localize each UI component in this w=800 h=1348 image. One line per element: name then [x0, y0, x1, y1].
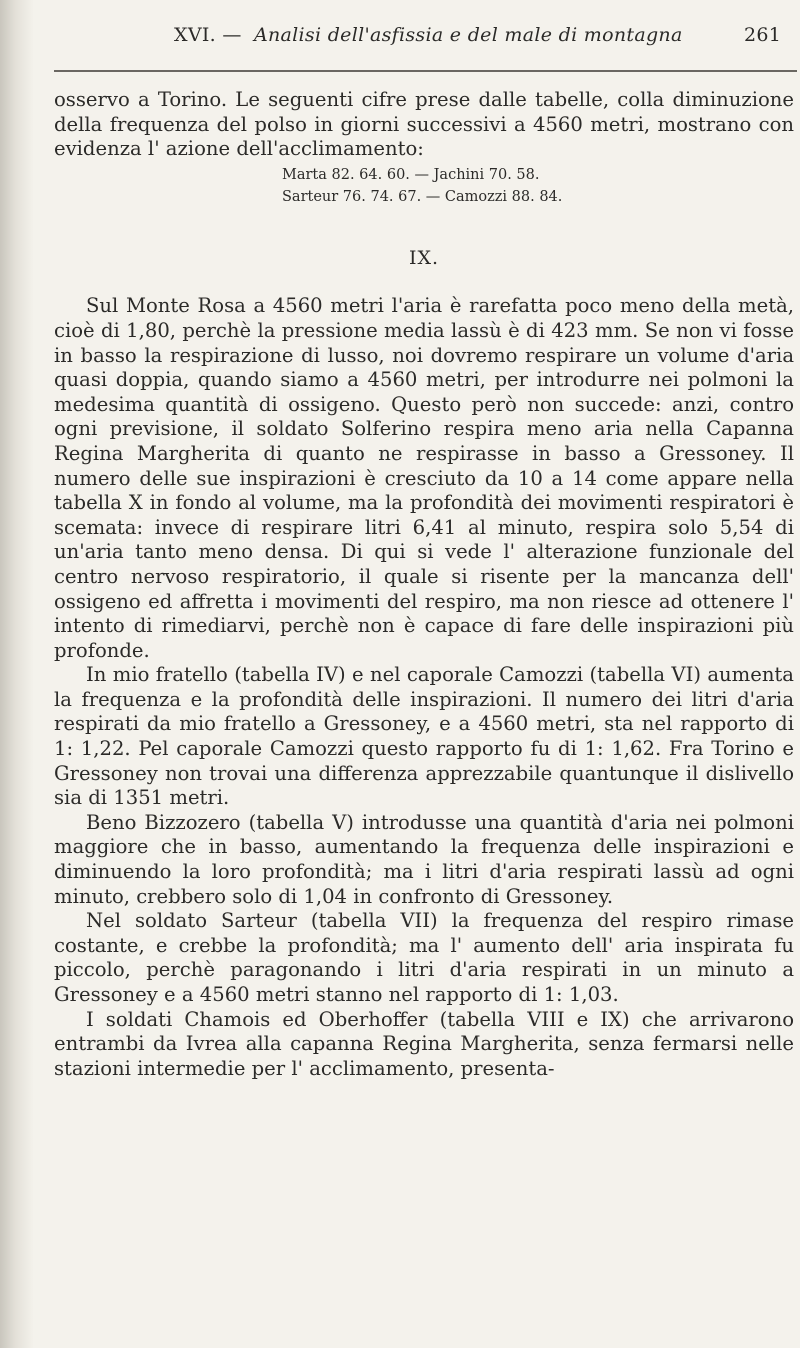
paragraph: Sul Monte Rosa a 4560 metri l'aria è rarefatta poco meno della metà, cioè di 1,80, perchè la pressione media lassù è di 423 mm. Se non vi fosse in basso la respirazione di lusso, noi dovremo respirare un volume d'aria quasi doppia, quando siamo a 4560 metri, per introdurre nei polmoni la medesima quantità di ossigeno. Questo però non succede: anzi, contro ogni previsione, il soldato Solferino respira meno aria nella Capanna Regina Margherita di quanto ne respirasse in basso a Gressoney. Il numero delle sue inspirazioni è cresciuto da 10 a 14 come appare nella tabella X in fondo al volume, ma la profondità dei movimenti respiratori è scemata: invece di respirare litri 6,41 al minuto, respira solo 5,54 di un'aria tanto meno densa. Di qui si vede l' alterazione funzionale del centro nervoso respiratorio, il quale si risente per la mancanza dell' ossigeno ed affretta i movimenti del respiro, ma non riesce ad ottenere l' intento di rimediarvi, perchè non è capace di fare delle inspirazioni più profonde.	[54, 294, 794, 662]
intro-paragraph: osservo a Torino. Le seguenti cifre prese dalle tabelle, colla diminuzione della frequenza del polso in giorni successivi a 4560 metri, mostrano con evidenza l' azione dell'acclimamento:	[54, 88, 794, 161]
running-head	[174, 24, 782, 46]
paragraph: In mio fratello (tabella IV) e nel caporale Camozzi (tabella VI) aumenta la frequenza e la profondità delle inspirazioni. Il numero dei litri d'aria respirati da mio fratello a Gressoney, e a 4560 metri, sta nel rapporto di 1: 1,22. Pel caporale Camozzi questo rapporto fu di 1: 1,62. Fra Torino e Gressoney non trovai una differenza apprezzabile quantunque il dislivello sia di 1351 metri.	[54, 663, 794, 810]
section-label: XVI. —	[174, 24, 242, 46]
pulse-data	[282, 164, 794, 208]
header-rule	[54, 70, 797, 72]
page-number: 261	[744, 24, 782, 46]
pulse-data-line: Marta 82. 64. 60. — Jachini 70. 58.	[282, 166, 540, 183]
pulse-data-line: Sarteur 76. 74. 67. — Camozzi 88. 84.	[282, 188, 563, 205]
paragraph: Nel soldato Sarteur (tabella VII) la frequenza del respiro rimase costante, e crebbe la profondità; ma l' aumento dell' aria inspirata fu piccolo, perchè paragonando i litri d'aria respirati in un minuto a Gressoney e a 4560 metri stanno nel rapporto di 1: 1,03.	[54, 909, 794, 1006]
paragraph: I soldati Chamois ed Oberhoffer (tabella VIII e IX) che arrivarono entrambi da Ivrea alla capanna Regina Margherita, senza fermarsi nelle stazioni intermedie per l' acclimamento, presenta-	[54, 1007, 794, 1080]
paragraph: Beno Bizzozero (tabella V) introdusse una quantità d'aria nei polmoni maggiore che in basso, aumentando la frequenza delle inspirazioni e diminuendo la loro profondità; ma i litri d'aria respirati lassù ad ogni minuto, crebbero solo di 1,04 in confronto di Gressoney.	[54, 810, 794, 908]
section-heading: IX.	[408, 246, 440, 269]
running-title: Analisi dell'asfissia e del male di montagna	[253, 24, 683, 46]
binding-shadow	[0, 0, 34, 1348]
body-text	[54, 88, 794, 1081]
